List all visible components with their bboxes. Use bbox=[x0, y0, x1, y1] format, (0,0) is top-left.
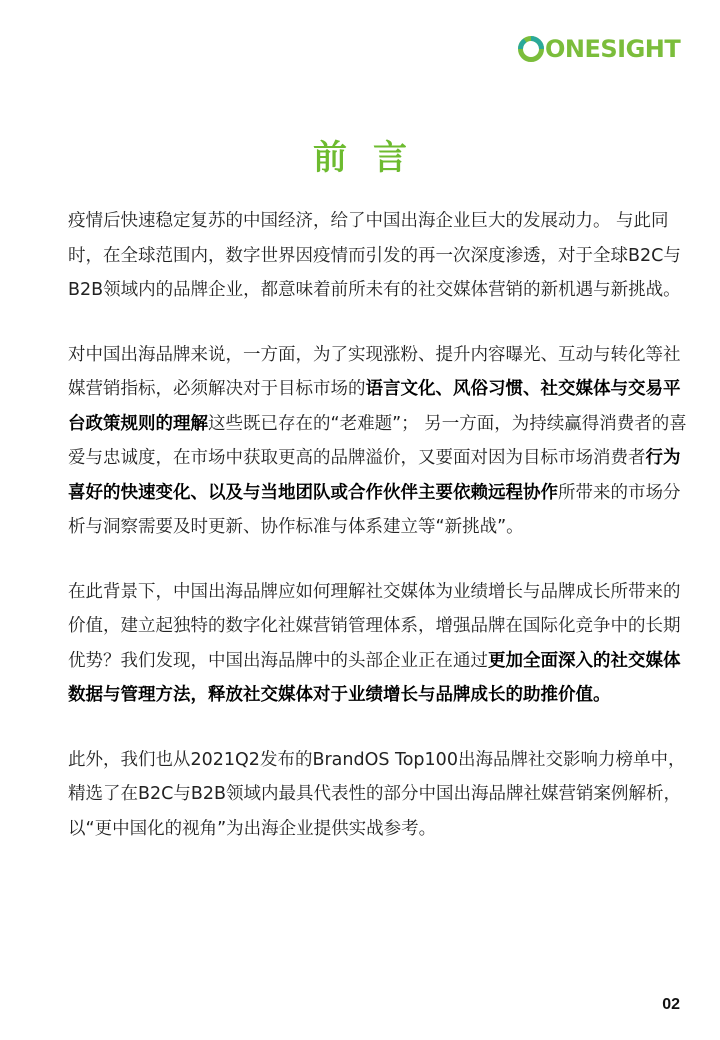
onesight-logo-text: ONESIGHT bbox=[545, 35, 681, 63]
emphasis-text: 语言文化、风俗习惯、社交媒体与交易平台政策规则的理解 bbox=[68, 379, 681, 434]
onesight-logo-mark-icon bbox=[517, 35, 545, 63]
paragraph bbox=[68, 575, 688, 713]
paragraph bbox=[68, 743, 688, 847]
onesight-logo bbox=[517, 34, 692, 64]
paragraph-text: 对中国出海品牌来说，一方面，为了实现涨粉、提升内容曝光、互动与转化等社媒营销指标，必须解决对于目标市场的 bbox=[68, 344, 681, 399]
paragraph-text: 疫情后快速稳定复苏的中国经济，给了中国出海企业巨大的发展动力。 与此同时，在全球范围内，数字世界因疫情而引发的再一次深度渗透，对于全球B2C与B2B领域内的品牌企业，都意味着前所未有的社交媒体营销的新机遇与新挑战。 bbox=[68, 211, 681, 300]
page-title: 前言 bbox=[313, 138, 433, 178]
paragraph bbox=[68, 204, 688, 308]
paragraph bbox=[68, 338, 688, 545]
emphasis-text: 行为喜好的快速变化、以及与当地团队或合作伙伴主要依赖远程协作 bbox=[68, 448, 681, 503]
page-number: 02 bbox=[662, 996, 680, 1013]
paragraph-text: 这些既已存在的“老难题”； 另一方面，为持续赢得消费者的喜爱与忠诚度，在市场中获取更高的品牌溢价，又要面对因为目标市场消费者 bbox=[68, 413, 687, 468]
paragraph-text: 此外，我们也从2021Q2发布的BrandOS Top100出海品牌社交影响力榜单中，精选了在B2C与B2B领域内最具代表性的部分中国出海品牌社媒营销案例解析，以“更中国化的视角”为出海企业提供实战参考。 bbox=[68, 749, 686, 839]
body-text bbox=[68, 204, 688, 846]
emphasis-text: 更加全面深入的社交媒体数据与管理方法，释放社交媒体对于业绩增长与品牌成长的助推价值。 bbox=[68, 650, 681, 705]
paragraph-text: 在此背景下，中国出海品牌应如何理解社交媒体为业绩增长与品牌成长所带来的价值，建立起独特的数字化社媒营销管理体系，增强品牌在国际化竞争中的长期优势？我们发现，中国出海品牌中的头部企业正在通过 bbox=[68, 581, 681, 671]
paragraph-text: 所带来的市场分析与洞察需要及时更新、协作标准与体系建立等“新挑战”。 bbox=[68, 482, 681, 537]
